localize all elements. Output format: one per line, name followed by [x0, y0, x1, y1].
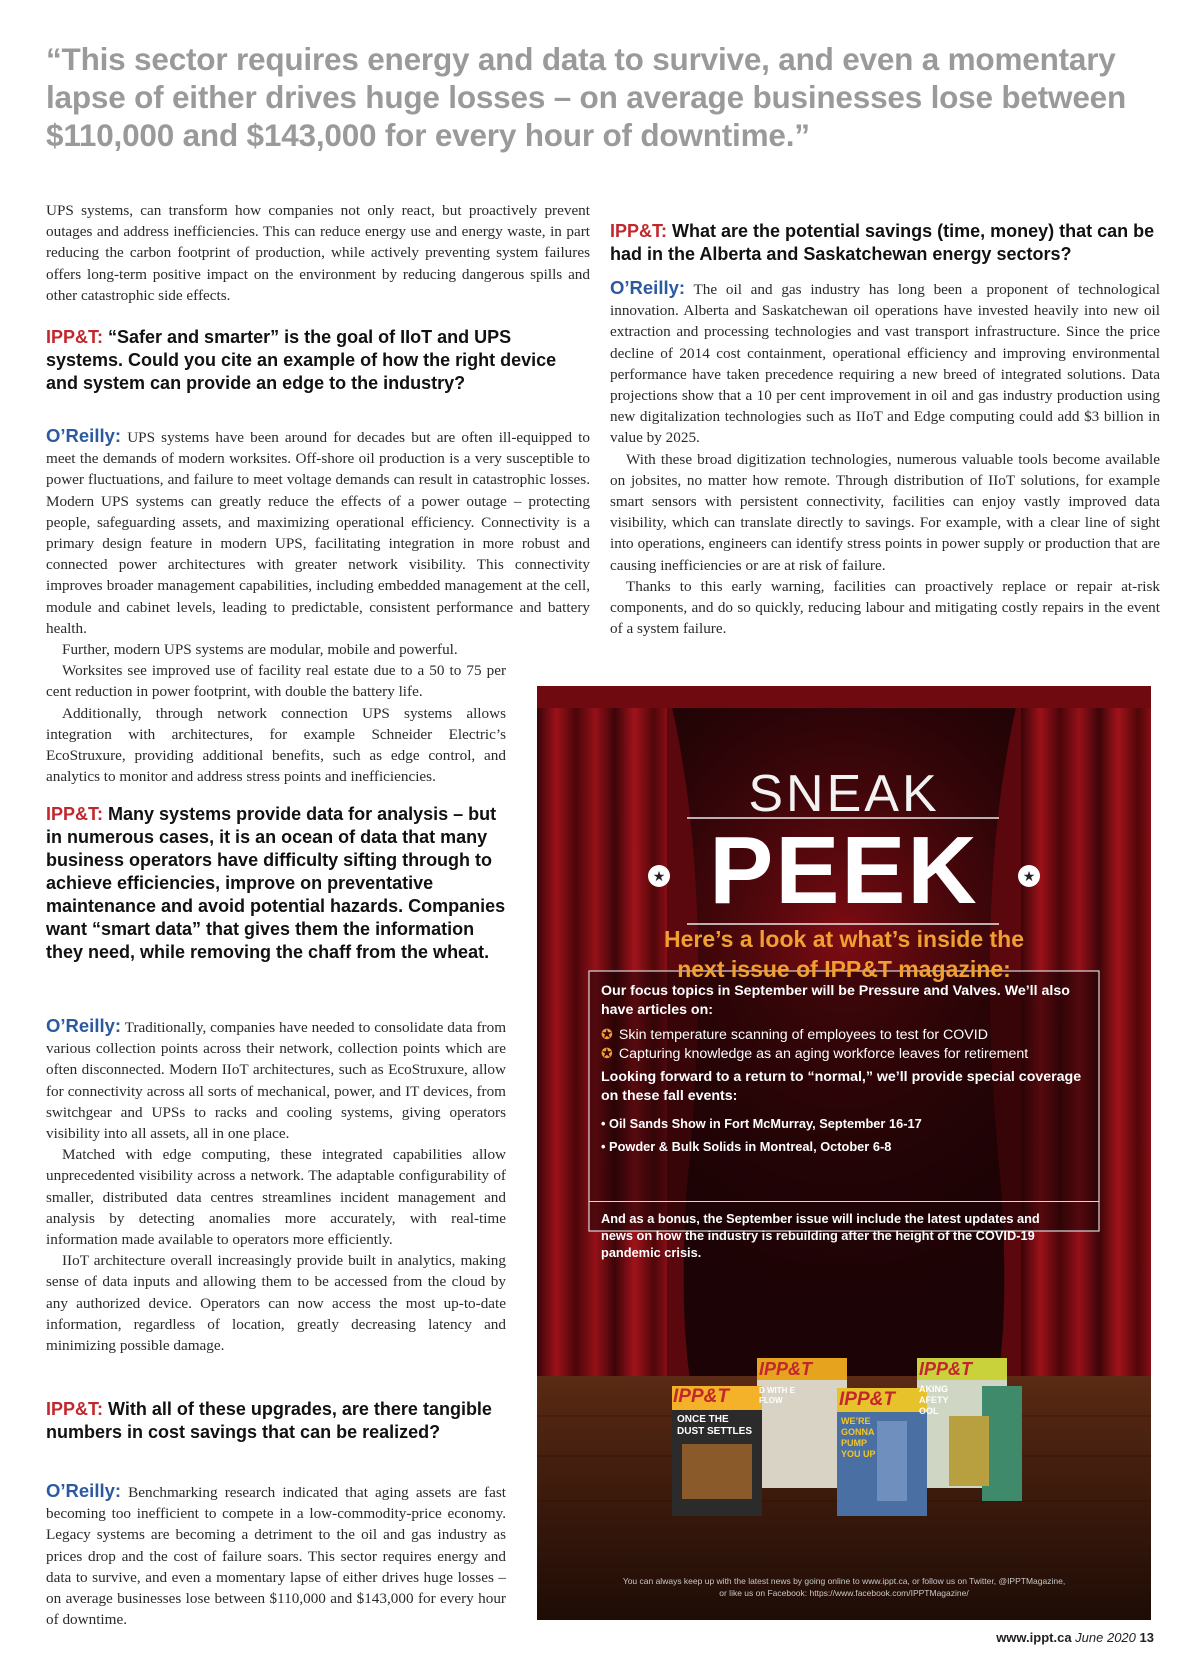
- question-1-text: “Safer and smarter” is the goal of IIoT and UPS systems. Could you cite an example of how the right device and system can provide an edge to the industry?: [46, 327, 557, 393]
- page-number: 13: [1139, 1630, 1154, 1645]
- star-bullet-icon: ✪: [601, 1027, 613, 1043]
- cover-headline: ONCE THE DUST SETTLES: [677, 1414, 753, 1437]
- ad-info-box: [601, 982, 1087, 1156]
- ad-fine-print-2: or like us on Facebook: https://www.facebook.com/IPPTMagazine/: [719, 1588, 969, 1598]
- cover-brand: IPP&T: [839, 1389, 895, 1410]
- answer-1-p4: Additionally, through network connection UPS systems allows integration with architectures, for example Schneider Electric’s EcoStruxure, providing additional benefits, such as edge control, and analytics to monitor and address stress points and inefficiencies.: [46, 704, 506, 786]
- ad-topic: [601, 1026, 1087, 1045]
- footer-site: www.ippt.ca: [996, 1630, 1072, 1645]
- ad-looking-text: Looking forward to a return to “normal,” we’ll provide special coverage on these fall events:: [601, 1069, 1082, 1104]
- star-bullet-icon: ✪: [601, 1046, 613, 1062]
- oreilly-label: O’Reilly:: [46, 1015, 122, 1036]
- peek-heading: PEEK: [709, 817, 979, 924]
- ad-topic-text: Capturing knowledge as an aging workforce leaves for retirement: [618, 1046, 1029, 1062]
- ippt-label: IPP&T:: [46, 804, 104, 824]
- answer-4-p3: Thanks to this early warning, facilities can proactively replace or repair at-risk components, and do so quickly, reducing labour and mitigating costly repairs in the event of a system failure.: [610, 577, 1160, 638]
- ad-topic: [601, 1045, 1087, 1064]
- svg-text:★: ★: [652, 869, 666, 885]
- answer-3: [46, 1480, 506, 1630]
- answer-2-p3: IIoT architecture overall increasingly provide built in analytics, making sense of data inputs and allowing them to be accessed from the cloud by any authorized device. Operators can now access the most up-to-date information, regardless of location, greatly decreasing latency and minimizing possible damage.: [46, 1252, 506, 1355]
- sneak-peek-ad: [537, 686, 1151, 1620]
- answer-4: [610, 277, 1160, 639]
- answer-1-continued: [46, 639, 506, 787]
- question-1: [46, 326, 590, 395]
- answer-4-p1: The oil and gas industry has long been a proponent of technological innovation. Alberta and Saskatchewan oil operations have invested heavily into new oil extraction and processing technologies and vast transport infrastructure. Since the price decline of 2014 cost containment, operational efficiency and improving environmental performance have taken precedence requiring a new breed of integrated solutions. Data projections show that a 10 per cent improvement in oil and gas industry production using new digitalization technologies such as IIoT and Edge computing could add $3 billion in value by 2025.: [610, 281, 1160, 447]
- answer-1-p1: UPS systems have been around for decades but are often ill-equipped to meet the demands of modern worksites. Off-shore oil production is a very susceptible to power fluctuations, and failure to meet voltage demands can result in catastrophic losses. Modern UPS systems can greatly reduce the effects of a power outage – protecting people, safeguarding assets, and maximizing operational efficiency. Connectivity is a primary design feature in modern UPS, facilitating integration in more robust and connected power architectures with greater network visibility. This connectivity improves broader management capabilities, including embedded management at the cell, module and cabinet levels, leading to predictable, consistent performance and battery health.: [46, 429, 590, 637]
- ippt-label: IPP&T:: [46, 327, 104, 347]
- question-2-text: Many systems provide data for analysis – but in numerous cases, it is an ocean of data that many business operators have difficulty sifting through to achieve efficiencies, improve on preventative maintenance and avoid potential hazards. Companies want “smart data” that gives them the information they need, while removing the chaff from the wheat.: [46, 804, 506, 962]
- ad-fine-print-1: You can always keep up with the latest news by going online to www.ippt.ca, or follow us on Twitter, @IPPTMagazine,: [622, 1576, 1066, 1586]
- answer-3-p1: Benchmarking research indicated that aging assets are fast becoming too inefficient to compete in a low-commodity-price economy. Legacy systems are becoming a detriment to the oil and gas industry as prices drop and the cost of failure soars. This sector requires energy and data to survive, and even a momentary lapse of either drives huge losses – on average businesses lose between $110,000 and $143,000 for every hour of downtime.: [46, 1484, 506, 1629]
- ad-event: • Powder & Bulk Solids in Montreal, October 6-8: [601, 1139, 892, 1154]
- ad-focus-text: Our focus topics in September will be Pressure and Valves. We’ll also have articles on:: [601, 983, 1070, 1018]
- ad-event: • Oil Sands Show in Fort McMurray, September 16-17: [601, 1116, 922, 1131]
- question-3-text: With all of these upgrades, are there tangible numbers in cost savings that can be realized?: [46, 1399, 492, 1442]
- answer-4-p2: With these broad digitization technologies, numerous valuable tools become available on jobsites, no matter how remote. Through distribution of IIoT solutions, for example smart sensors with persistent connectivity, facilities can enjoy vastly improved data visibility, which can translate directly to savings. For example, with a clear line of sight into operations, engineers can identify stress points in power supply or production that are causing inefficiencies or are at risk of failure.: [610, 450, 1160, 574]
- cover-brand: IPP&T: [673, 1386, 729, 1407]
- ad-tagline-2: next issue of IPP&T magazine:: [677, 956, 1011, 982]
- svg-text:★: ★: [1022, 869, 1036, 885]
- intro-paragraph: [46, 200, 590, 306]
- intro-text: UPS systems, can transform how companies not only react, but proactively prevent outages and address inefficiencies. This can reduce energy use and energy waste, in part reducing the carbon footprint of production, while actively preventing system failures offers long-term positive impact on the environment by reducing dangerous spills and other catastrophic side effects.: [46, 202, 590, 304]
- ad-bonus-text: And as a bonus, the September issue will include the latest updates and news on how the industry is rebuilding after the height of the COVID-19 pandemic crisis.: [601, 1211, 1040, 1260]
- answer-1-p3: Worksites see improved use of facility real estate due to a 50 to 75 per cent reduction in power footprint, with double the battery life.: [46, 662, 506, 701]
- ad-separator: [589, 1201, 1099, 1202]
- cover-headline: AKING AFETY OOL: [919, 1384, 949, 1416]
- answer-2-p1: Traditionally, companies have needed to consolidate data from various collection points across their network, collection points which are often disconnected. Modern IIoT architectures, such as EcoStruxure, allow for connectivity across all sorts of mechanical, power, and IT devices, from switchgear and UPSs to racks and cooling systems, giving operators visibility into all assets, all in one place.: [46, 1019, 507, 1143]
- question-3: [46, 1398, 516, 1444]
- question-4: [610, 220, 1160, 266]
- oreilly-label: O’Reilly:: [46, 425, 122, 446]
- ad-topic-text: Skin temperature scanning of employees to test for COVID: [618, 1027, 988, 1043]
- cover-headline: D WITH E FLOW: [759, 1386, 795, 1405]
- question-2: [46, 803, 516, 964]
- cover-headline: WE’RE GONNA PUMP YOU UP: [841, 1416, 876, 1459]
- oreilly-label: O’Reilly:: [46, 1480, 122, 1501]
- pull-quote: “This sector requires energy and data to survive, and even a momentary lapse of either drives huge losses – on average businesses lose between $110,000 and $143,000 for every hour of downtime.”: [46, 41, 1126, 153]
- answer-1-p2: Further, modern UPS systems are modular, mobile and powerful.: [62, 641, 458, 658]
- ad-tagline-1: Here’s a look at what’s inside the: [663, 926, 1024, 952]
- answer-1: [46, 425, 590, 639]
- answer-2: [46, 1015, 506, 1356]
- ippt-label: IPP&T:: [46, 1399, 104, 1419]
- oreilly-label: O’Reilly:: [610, 277, 686, 298]
- footer-date: June 2020: [1075, 1630, 1136, 1645]
- page-footer: [996, 1630, 1154, 1645]
- answer-2-p2: Matched with edge computing, these integrated capabilities allow unprecedented visibility across a network. The adaptable configurability of smaller, distributed data centres streamlines incident management and analysis by detecting anomalies more accurately, with real-time information made available to operators more efficiently.: [46, 1146, 506, 1249]
- sneak-heading: SNEAK: [748, 765, 940, 823]
- cover-brand: IPP&T: [919, 1359, 973, 1379]
- question-4-text: What are the potential savings (time, money) that can be had in the Alberta and Saskatchewan energy sectors?: [610, 221, 1155, 264]
- ippt-label: IPP&T:: [610, 221, 668, 241]
- cover-brand: IPP&T: [759, 1359, 813, 1379]
